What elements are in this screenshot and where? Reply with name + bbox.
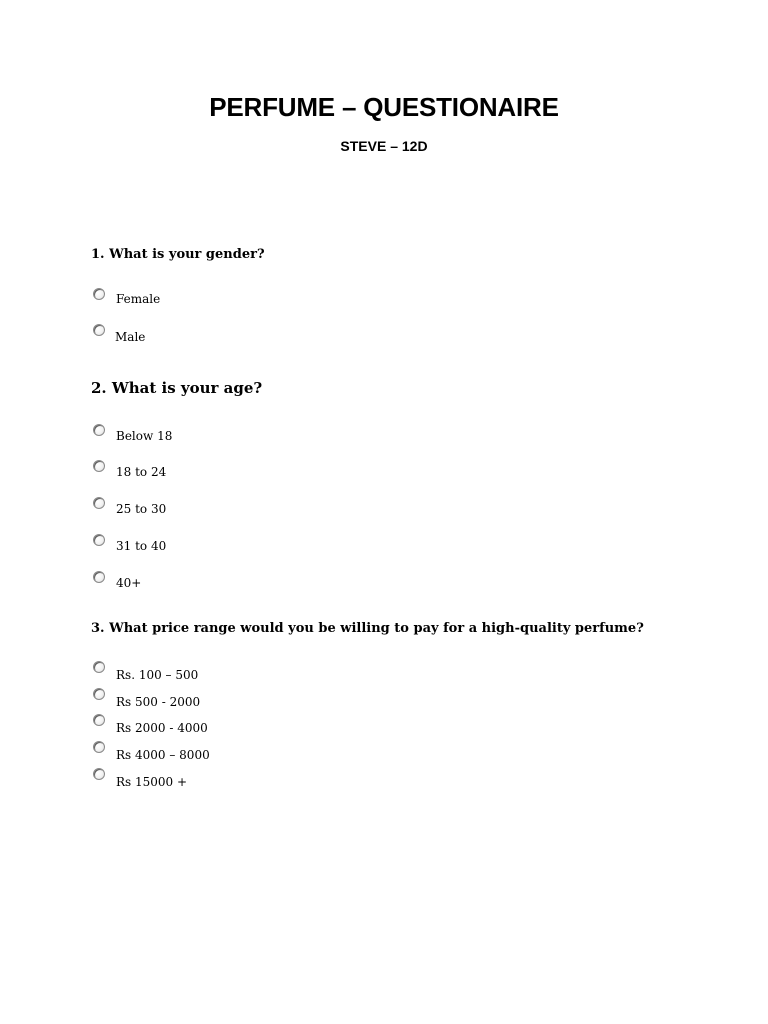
question-age: 2. What is your age? [91,379,263,397]
option-25-to-30[interactable] [91,497,391,519]
option-label: 18 to 24 [116,465,167,479]
question-gender: 1. What is your gender? [91,247,265,262]
option-label: Rs 15000 + [116,775,188,789]
radio-button-icon[interactable] [93,571,105,583]
option-rs-100-500[interactable] [91,661,391,683]
radio-button-icon[interactable] [93,497,105,509]
radio-button-icon[interactable] [93,288,105,300]
page-title: PERFUME – QUESTIONAIRE [209,92,559,122]
option-label: Rs 500 - 2000 [116,695,201,709]
option-rs-2000-4000[interactable] [91,714,391,736]
radio-button-icon[interactable] [93,424,105,436]
page-subtitle: STEVE – 12D [340,138,428,154]
option-18-to-24[interactable] [91,460,391,482]
radio-button-icon[interactable] [93,688,105,700]
radio-button-icon[interactable] [93,324,105,336]
radio-button-icon[interactable] [93,460,105,472]
option-label: 31 to 40 [116,539,167,553]
option-label: Below 18 [116,429,173,443]
option-label: Rs 4000 – 8000 [116,748,210,762]
option-40-plus[interactable] [91,571,391,593]
option-female[interactable] [91,288,391,310]
option-label: Male [115,330,146,344]
radio-button-icon[interactable] [93,661,105,673]
option-rs-15000-plus[interactable] [91,768,391,790]
radio-button-icon[interactable] [93,741,105,753]
option-label: Rs. 100 – 500 [116,668,199,682]
radio-button-icon[interactable] [93,534,105,546]
option-rs-500-2000[interactable] [91,688,391,710]
radio-button-icon[interactable] [93,768,105,780]
radio-button-icon[interactable] [93,714,105,726]
option-label: 25 to 30 [116,502,167,516]
option-label: 40+ [116,576,142,590]
option-male[interactable] [91,324,391,346]
option-label: Female [116,292,161,306]
question-price-range: 3. What price range would you be willing to pay for a high-quality perfume? [91,621,644,636]
option-label: Rs 2000 - 4000 [116,721,208,735]
option-rs-4000-8000[interactable] [91,741,391,763]
option-31-to-40[interactable] [91,534,391,556]
option-below-18[interactable] [91,424,391,446]
